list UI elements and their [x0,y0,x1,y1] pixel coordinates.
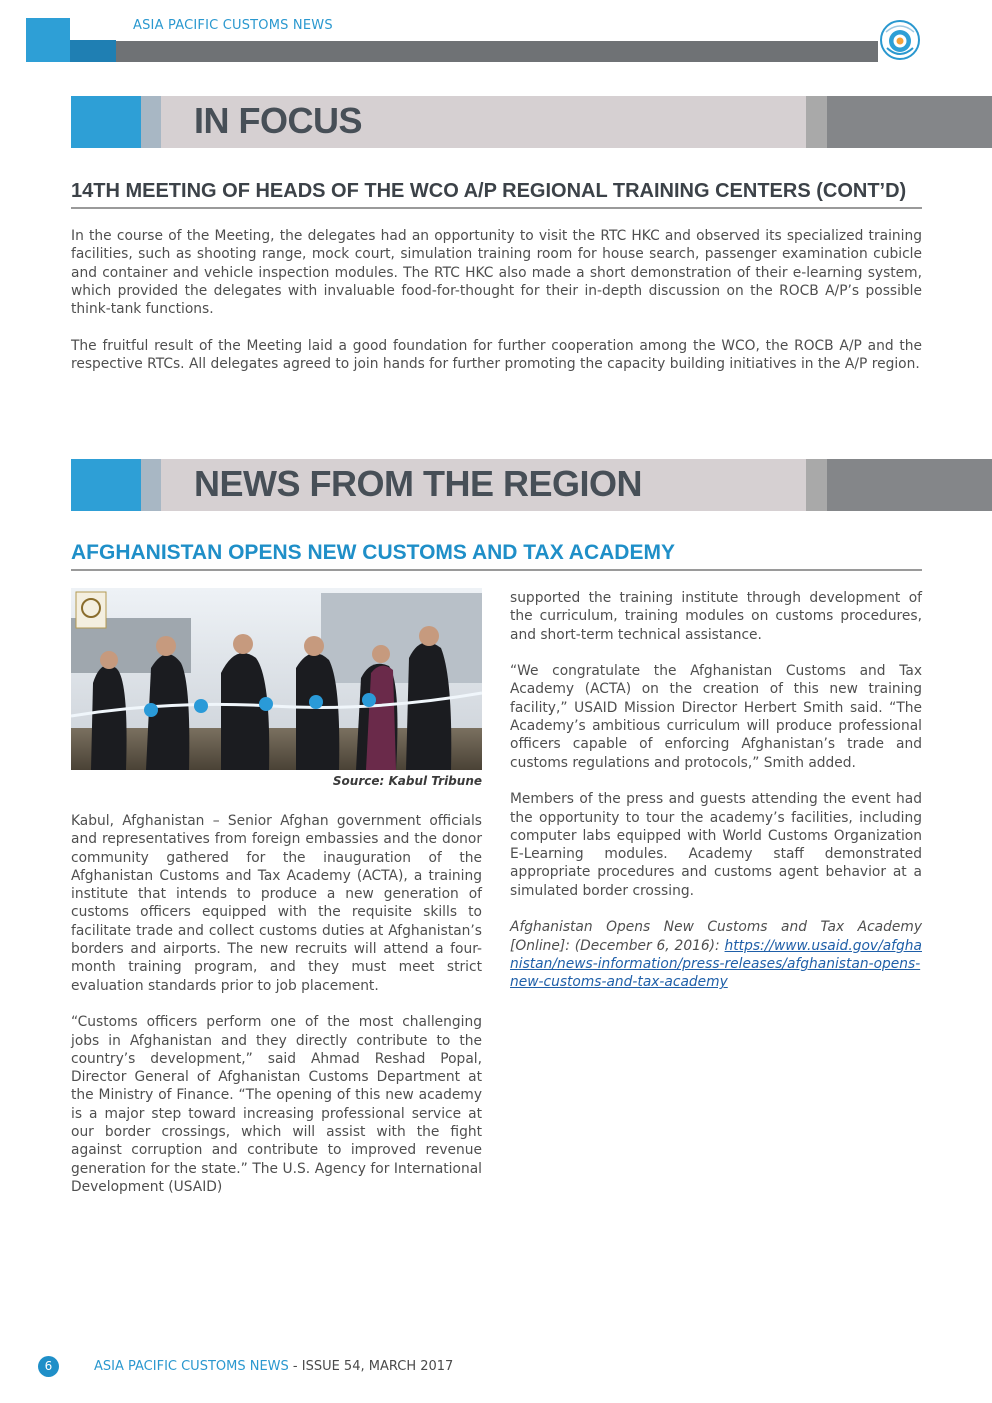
header-title: ASIA PACIFIC CUSTOMS NEWS [133,18,333,33]
photo-caption: Source: Kabul Tribune [332,774,482,788]
in-focus-banner [71,96,992,148]
news-paragraph: Members of the press and guests attending the event had the opportunity to tour the academy’s facilities, including computer labs equipped with World Customs Organization E-Learning modules. Academy staff demonstrated appropriate procedures and customs agent behavior at a simulated border crossing. [510,791,922,899]
news-left-column [71,812,482,1196]
in-focus-paragraph: In the course of the Meeting, the delegates had an opportunity to visit the RTC HKC and observed its specialized training facilities, such as shooting range, mock court, simulation training room for house search, passenger examination cubicle and container and vehicle inspection modules. The RTC HKC also made a short demonstration of their e-learning system, which provided the delegates with invaluable food-for-thought for their in-depth discussion on the ROCB A/P’s possible think-tank functions. [71,228,922,318]
news-paragraph: “We congratulate the Afghanistan Customs and Tax Academy (ACTA) on the creation of this new training facility,” USAID Mission Director Herbert Smith said. “The Academy’s ambitious curriculum will produce professional officers capable of enforcing Afghanistan’s trade and customs regulations and protocols,” Smith added. [510,663,922,771]
news-right-column [510,589,922,992]
news-banner-title: NEWS FROM THE REGION [194,463,642,504]
news-paragraph: Kabul, Afghanistan – Senior Afghan government officials and representatives from foreign embassies and the donor community gathered for the inauguration of the Afghanistan Customs and Tax Academy (ACTA), a training institute that intends to produce a new generation of customs officers equipped with the requisite skills to facilitate trade and collect customs duties at Afghanistan’s borders and airports. The new recruits will attend a four-month training program, and they must meet strict evaluation standards prior to job placement. [71,813,482,994]
footer-text [94,1359,453,1374]
footer-publication: ASIA PACIFIC CUSTOMS NEWS [94,1359,289,1374]
reference-link[interactable]: https://www.usaid.gov/afghanistan/news-information/press-releases/afghanistan-opens-new-customs-and-tax-academy [510,937,922,991]
news-paragraph: “Customs officers perform one of the most challenging jobs in Afghanistan and they directly contribute to the country’s development,” said Ahmad Reshad Popal, Director General of Afghanistan Customs Department at the Ministry of Finance. “The opening of this new academy is a major step toward increasing professional service at our border crossings, which will assist with the fight against corruption and contribute to improved revenue generation for the state.” The U.S. Agency for International Development (USAID) [71,1014,482,1195]
meeting-heading: 14TH MEETING OF HEADS OF THE WCO A/P REGIONAL TRAINING CENTERS (CONT’D) [71,180,922,209]
reference-text: Afghanistan Opens New Customs and Tax Academy [Online]: (December 6, 2016): [510,919,922,954]
ribbon-cutting-photo [71,588,482,770]
header-bar [116,41,878,62]
header-accent-block [26,18,70,62]
header-accent-block-dark [70,40,116,62]
in-focus-banner-title: IN FOCUS [194,100,363,141]
in-focus-paragraph: The fruitful result of the Meeting laid a good foundation for further cooperation among the WCO, the ROCB A/P and the respective RTCs. All delegates agreed to join hands for further promoting the capacity building initiatives in the A/P region. [71,337,922,373]
academy-heading: AFGHANISTAN OPENS NEW CUSTOMS AND TAX ACADEMY [71,541,922,571]
page-number: 6 [38,1356,59,1377]
article-reference [510,918,922,991]
news-banner [71,459,992,511]
rocb-logo [878,18,922,62]
footer-issue: - ISSUE 54, MARCH 2017 [288,1359,454,1374]
news-paragraph: supported the training institute through development of the curriculum, training modules on customs procedures, and short-term technical assistance. [510,590,922,643]
in-focus-body [71,227,922,373]
